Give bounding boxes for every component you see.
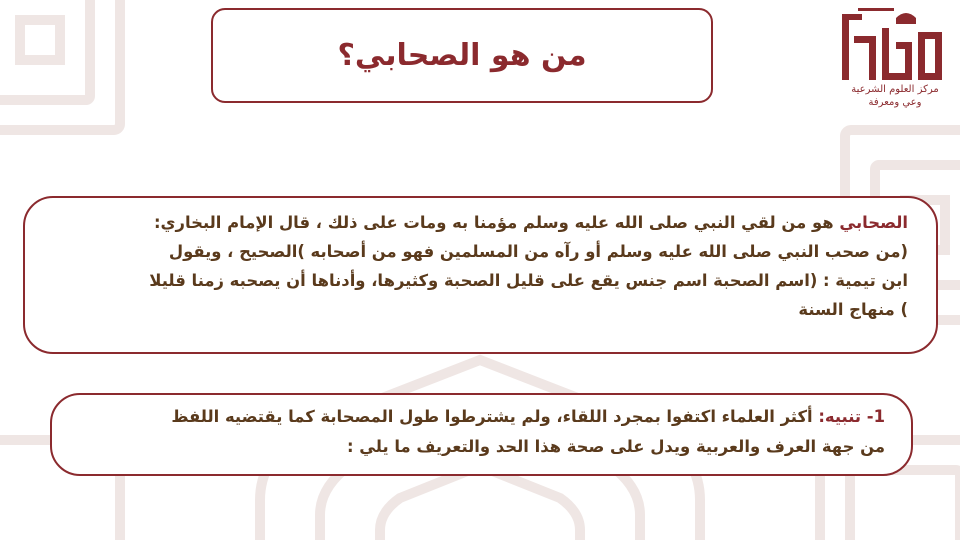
title-box (211, 8, 713, 103)
definition-line-3: ابن تيمية : (اسم الصحبة اسم جنس يقع على قليل الصحبة وكثيرها، وأدناها أن يصحبه زمنا قليلا (149, 271, 908, 290)
note-line-2: من جهة العرف والعربية ويدل على صحة هذا الحد والتعريف ما يلي : (346, 437, 885, 456)
note-line-1 (78, 402, 885, 432)
definition-line-4: ) منهاج السنة (798, 300, 908, 319)
definition-line-1-text: هو من لقي النبي صلى الله عليه وسلم مؤمنا به ومات على ذلك ، قال الإمام البخاري: (153, 213, 840, 232)
page-title: من هو الصحابي؟ (337, 38, 587, 73)
note-label: 1- تنبيه: (818, 407, 885, 426)
logo-subtitle (835, 83, 955, 109)
definition-box (23, 196, 938, 354)
definition-line-2: (من صحب النبي صلى الله عليه وسلم أو رآه من المسلمين فهو من أصحابه )الصحيح ، ويقول (168, 242, 908, 261)
note-box (50, 393, 913, 476)
logo-subtitle-line2: وعي ومعرفة (868, 97, 922, 108)
logo (835, 4, 955, 110)
note-line-1-text: أكثر العلماء اكتفوا بمجرد اللقاء، ولم يشترطوا طول المصحابة كما يقتضيه اللفظ (171, 407, 819, 426)
definition-line-1 (51, 208, 908, 237)
definition-term: الصحابي (839, 213, 908, 232)
logo-subtitle-line1: مركز العلوم الشرعية (851, 84, 939, 95)
logo-mark-icon (838, 8, 948, 82)
